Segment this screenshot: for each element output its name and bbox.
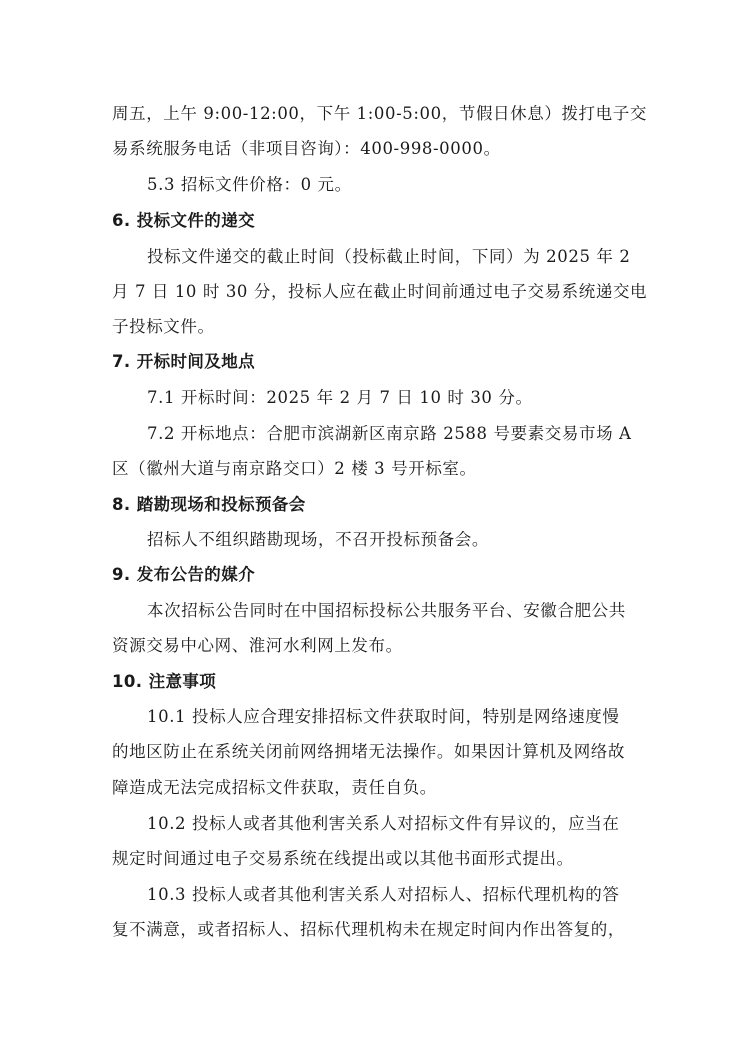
body-line-18: 10.1 投标人应合理安排招标文件获取时间，特别是网络速度慢 [147, 707, 620, 726]
body-line-23: 10.3 投标人或者其他利害关系人对招标人、招标代理机构的答 [147, 885, 620, 904]
body-line-9: 7.1 开标时间：2025 年 2 月 7 日 10 时 30 分。 [147, 388, 533, 407]
body-line-13: 招标人不组织踏勘现场，不召开投标预备会。 [147, 530, 489, 549]
body-line-10: 7.2 开标地点：合肥市滨湖新区南京路 2588 号要素交易市场 A [147, 424, 632, 443]
body-line-5: 投标文件递交的截止时间（投标截止时间，下同）为 2025 年 2 [147, 247, 631, 266]
body-line-2: 易系统服务电话（非项目咨询）：400-998-0000。 [112, 139, 501, 158]
section-heading-7: 7. 开标时间及地点 [112, 352, 255, 371]
section-heading-8: 8. 踏勘现场和投标预备会 [112, 495, 306, 514]
body-line-7: 子投标文件。 [112, 317, 215, 336]
section-heading-6: 6. 投标文件的递交 [112, 211, 255, 230]
body-line-16: 资源交易中心网、淮河水利网上发布。 [112, 636, 403, 655]
body-line-11: 区（徽州大道与南京路交口）2 楼 3 号开标室。 [112, 459, 477, 478]
body-line-15: 本次招标公告同时在中国招标投标公共服务平台、安徽合肥公共 [147, 601, 626, 620]
body-line-3: 5.3 招标文件价格：0 元。 [147, 175, 352, 194]
body-line-19: 的地区防止在系统关闭前网络拥堵无法操作。如果因计算机及网络故 [112, 742, 625, 761]
section-heading-9: 9. 发布公告的媒介 [112, 565, 255, 584]
body-line-20: 障造成无法完成招标文件获取，责任自负。 [112, 778, 437, 797]
body-line-21: 10.2 投标人或者其他利害关系人对招标文件有异议的，应当在 [147, 814, 620, 833]
body-line-6: 月 7 日 10 时 30 分，投标人应在截止时间前通过电子交易系统递交电 [112, 282, 648, 301]
body-line-24: 复不满意，或者招标人、招标代理机构未在规定时间内作出答复的， [112, 920, 625, 939]
body-line-22: 规定时间通过电子交易系统在线提出或以其他书面形式提出。 [112, 849, 574, 868]
body-line-1: 周五，上午 9:00-12:00，下午 1:00-5:00，节假日休息）拨打电子交 [112, 104, 647, 123]
section-heading-10: 10. 注意事项 [112, 672, 217, 691]
